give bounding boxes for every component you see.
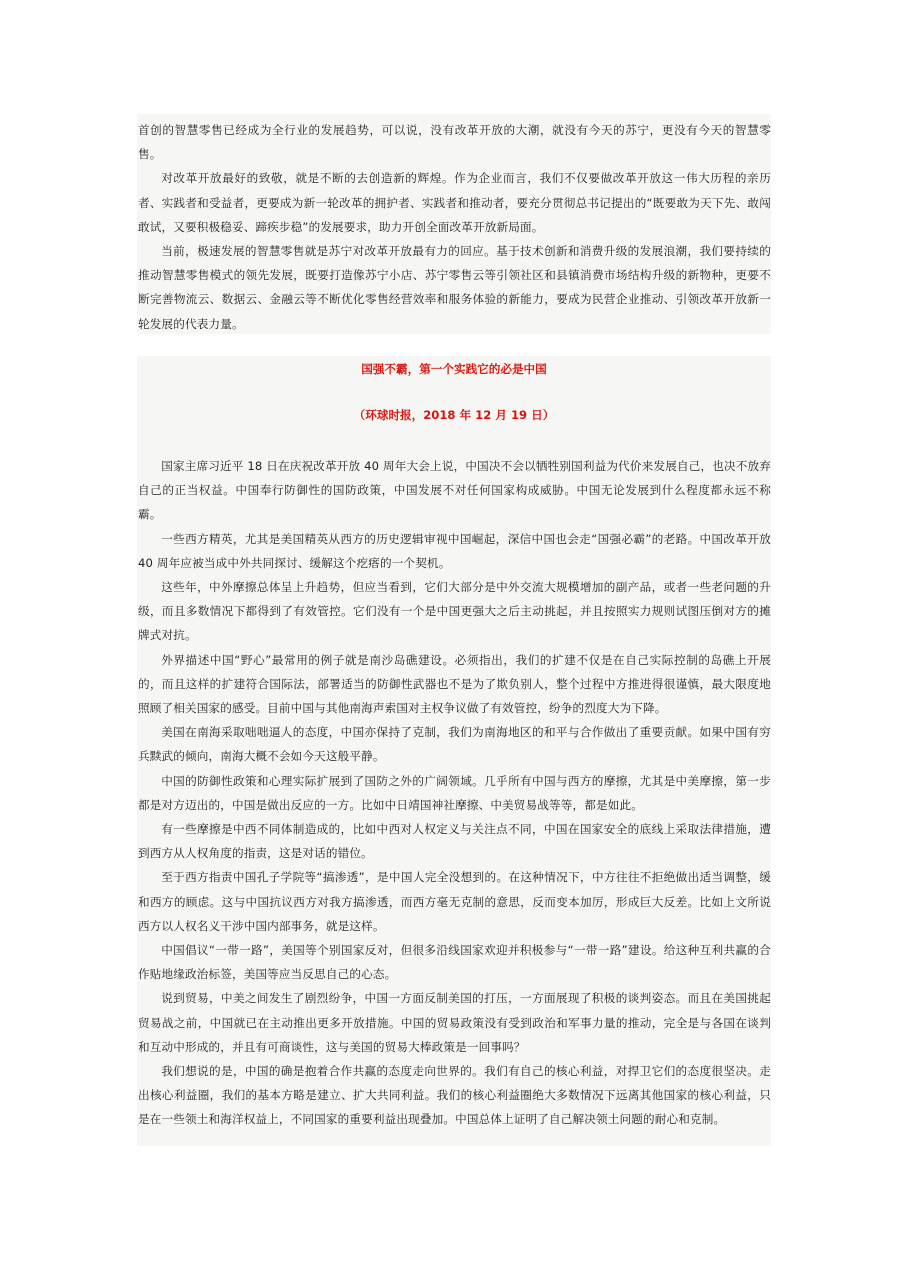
paragraph: 国家主席习近平 18 日在庆祝改革开放 40 周年大会上说，中国决不会以牺牲别国利益为代价来发展自己，也决不放弃自己的正当权益。中国奉行防御性的国防政策，中国发展不对任何国家构成威胁。中国无论发展到什么程度都永远不称霸。	[138, 459, 771, 522]
paragraph: 这些年，中外摩擦总体呈上升趋势，但应当看到，它们大部分是中外交流大规模增加的副产品，或者一些老问题的升级，而且多数情况下都得到了有效管控。它们没有一个是中国更强大之后主动挑起，并且按照实力规则试图压倒对方的摊牌式对抗。	[138, 580, 771, 643]
paragraph: 对改革开放最好的致敬，就是不断的去创造新的辉煌。作为企业而言，我们不仅要做改革开放这一伟大历程的亲历者、实践者和受益者，更要成为新一轮改革的拥护者、实践者和推动者，要充分贯彻总书记提出的“既要敢为天下先、敢闯敢试，又要积极稳妥、蹄疾步稳”的发展要求，助力开创全面改革开放新局面。	[138, 171, 771, 234]
article-source: （环球时报，2018 年 12 月 19 日）	[353, 408, 555, 422]
paragraph: 外界描述中国“野心”最常用的例子就是南沙岛礁建设。必须指出，我们的扩建不仅是在自己实际控制的岛礁上开展的，而且这样的扩建符合国际法，部署适当的防御性武器也不是为了欺负别人，整个过程中方推进得很谨慎，最大限度地照顾了相关国家的感受。目前中国与其他南海声索国对主权争议做了有效管控，纷争的烈度大为下降。	[138, 652, 771, 716]
paragraph: 说到贸易，中美之间发生了剧烈纷争，中国一方面反制美国的打压，一方面展现了积极的谈判姿态。而且在美国挑起贸易战之前，中国就已在主动推出更多开放措施。中国的贸易政策没有受到政治和军事力量的推动，完全是与各国在谈判和互动中形成的，并且有可商谈性，这与美国的贸易大棒政策是一回事吗？	[138, 991, 771, 1054]
paragraph: 至于西方指责中国孔子学院等“搞渗透”，是中国人完全没想到的。在这种情况下，中方往往不拒绝做出适当调整，缓和西方的顾虑。这与中国抗议西方对我方搞渗透，而西方毫无克制的意思，反而变本加厉，形成巨大反差。比如上文所说西方以人权名义干涉中国内部事务，就是这样。	[138, 870, 771, 933]
paragraph: 我们想说的是，中国的确是抱着合作共赢的态度走向世界的。我们有自己的核心利益，对捍卫它们的态度很坚决。走出核心利益圈，我们的基本方略是建立、扩大共同利益。我们的核心利益圈绝大多数情况下远离其他国家的核心利益，只是在一些领土和海洋权益上，不同国家的重要利益出现叠加。中国总体上证明了自己解决领土问题的耐心和克制。	[138, 1064, 771, 1127]
article-block	[137, 356, 771, 1146]
article-continuation-block	[137, 114, 771, 334]
paragraph: 当前，极速发展的智慧零售就是苏宁对改革开放最有力的回应。基于技术创新和消费升级的发展浪潮，我们要持续的推动智慧零售模式的领先发展，既要打造像苏宁小店、苏宁零售云等引领社区和县镇消费市场结构升级的新物种，更要不断完善物流云、数据云、金融云等不断优化零售经营效率和服务体验的新能力，要成为民营企业推动、引领改革开放新一轮发展的代表力量。	[138, 244, 771, 331]
paragraph: 中国的防御性政策和心理实际扩展到了国防之外的广阔领域。几乎所有中国与西方的摩擦，尤其是中美摩擦，第一步都是对方迈出的，中国是做出反应的一方。比如中日靖国神社摩擦、中美贸易战等等，都是如此。	[138, 773, 771, 812]
paragraph: 首创的智慧零售已经成为全行业的发展趋势，可以说，没有改革开放的大潮，就没有今天的苏宁，更没有今天的智慧零售。	[138, 123, 771, 162]
paragraph: 中国倡议“一带一路”，美国等个别国家反对，但很多沿线国家欢迎并积极参与“一带一路”建设。给这种互利共赢的合作贴地缘政治标签，美国等应当反思自己的心态。	[138, 943, 771, 982]
paragraph: 美国在南海采取咄咄逼人的态度，中国亦保持了克制，我们为南海地区的和平与合作做出了重要贡献。如果中国有穷兵黩武的倾向，南海大概不会如今天这般平静。	[138, 725, 771, 764]
article-body	[138, 454, 771, 1132]
article-title: 国强不霸，第一个实践它的必是中国	[361, 362, 547, 376]
paragraph: 一些西方精英，尤其是美国精英从西方的历史逻辑审视中国崛起，深信中国也会走“国强必霸”的老路。中国改革开放 40 周年应被当成中外共同探讨、缓解这个疙瘩的一个契机。	[138, 531, 771, 570]
paragraph: 有一些摩擦是中西不同体制造成的，比如中西对人权定义与关注点不同，中国在国家安全的底线上采取法律措施，遭到西方从人权角度的指责，这是对话的错位。	[138, 822, 771, 861]
